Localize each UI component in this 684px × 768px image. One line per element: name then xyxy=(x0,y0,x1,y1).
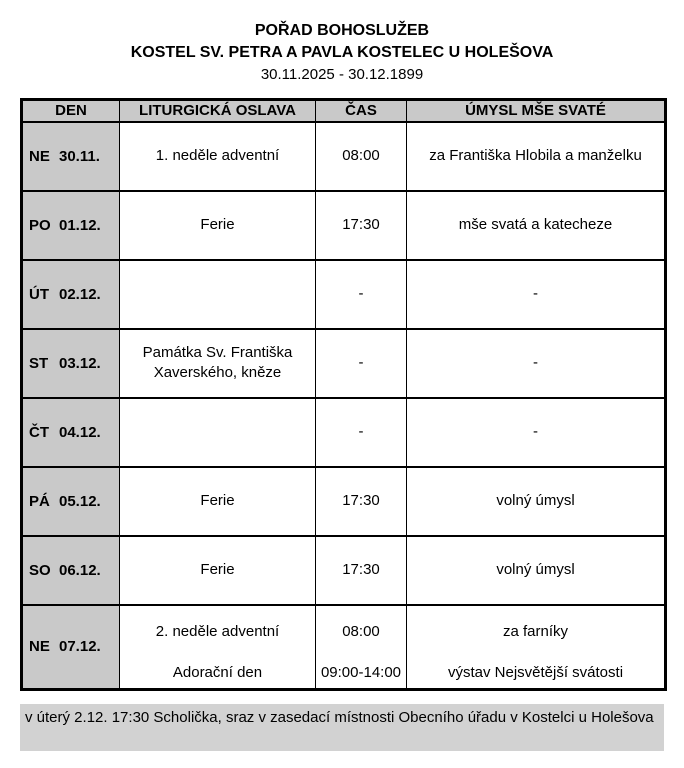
cell-time xyxy=(316,122,407,191)
cell-celebration xyxy=(120,536,316,605)
table-row xyxy=(22,467,666,536)
day-abbr: ÚT xyxy=(29,285,49,303)
table-row xyxy=(22,191,666,260)
day-cell xyxy=(22,329,120,398)
table-row xyxy=(22,398,666,467)
day-abbr: PO xyxy=(29,216,51,234)
day-cell xyxy=(22,398,120,467)
intention-text: - xyxy=(533,285,538,302)
celebration-text: Ferie xyxy=(200,492,235,509)
intention-text: mše svatá a katecheze xyxy=(458,216,613,233)
time-text: 17:30 xyxy=(342,492,380,509)
column-header-day: DEN xyxy=(22,100,120,122)
table-row xyxy=(22,329,666,398)
day-date: 04.12. xyxy=(59,423,101,441)
column-header-celebration: LITURGICKÁ OSLAVA xyxy=(120,100,316,122)
day-cell xyxy=(22,122,120,191)
day-abbr: NE xyxy=(29,638,50,656)
table-row xyxy=(22,536,666,605)
day-date: 07.12. xyxy=(59,638,101,656)
day-date: 02.12. xyxy=(59,285,101,303)
cell-intention xyxy=(407,329,666,398)
intention-text: za Františka Hlobila a manželku xyxy=(429,147,642,164)
day-date: 03.12. xyxy=(59,354,101,372)
intention-text: výstav Nejsvětější svátosti xyxy=(447,663,624,681)
cell-time xyxy=(316,536,407,605)
cell-celebration xyxy=(120,329,316,398)
schedule-body xyxy=(22,122,666,690)
day-abbr: ČT xyxy=(29,423,49,441)
time-text: - xyxy=(358,285,364,302)
cell-time xyxy=(316,467,407,536)
cell-time xyxy=(316,398,407,467)
time-text: - xyxy=(358,354,364,371)
celebration-text: 1. neděle adventní xyxy=(155,147,280,164)
cell-celebration xyxy=(120,122,316,191)
day-date: 01.12. xyxy=(59,216,101,234)
intention-text: - xyxy=(533,354,538,371)
day-cell xyxy=(22,191,120,260)
celebration-text: Ferie xyxy=(200,216,235,233)
day-cell xyxy=(22,467,120,536)
celebration-text: 2. neděle adventní xyxy=(155,623,280,640)
celebration-text: Ferie xyxy=(200,561,235,578)
day-date: 30.11. xyxy=(59,147,100,165)
day-date: 06.12. xyxy=(59,561,101,579)
cell-time xyxy=(316,191,407,260)
cell-celebration xyxy=(120,260,316,329)
footer-note: v úterý 2.12. 17:30 Scholička, sraz v zasedací místnosti Obecního úřadu v Kostelci u Holešova xyxy=(20,704,664,751)
cell-time xyxy=(316,329,407,398)
cell-celebration xyxy=(120,467,316,536)
day-cell xyxy=(22,536,120,605)
intention-text: volný úmysl xyxy=(496,492,575,509)
time-text: 17:30 xyxy=(342,216,380,233)
cell-celebration xyxy=(120,191,316,260)
cell-celebration xyxy=(120,605,316,690)
day-abbr: ST xyxy=(29,354,49,372)
cell-intention xyxy=(407,536,666,605)
table-row xyxy=(22,260,666,329)
cell-intention xyxy=(407,191,666,260)
cell-intention xyxy=(407,122,666,191)
cell-intention xyxy=(407,605,666,690)
day-abbr: PÁ xyxy=(29,492,50,510)
day-cell xyxy=(22,260,120,329)
column-header-time: ČAS xyxy=(316,100,407,122)
intention-text: - xyxy=(533,423,538,440)
cell-celebration xyxy=(120,398,316,467)
time-text: - xyxy=(358,423,364,440)
day-abbr: SO xyxy=(29,561,51,579)
time-text: 08:00 xyxy=(342,147,380,164)
intention-text: za farníky xyxy=(502,623,569,640)
day-abbr: NE xyxy=(29,147,50,165)
column-header-intention: ÚMYSL MŠE SVATÉ xyxy=(407,100,666,122)
celebration-text: Památka Sv. Františka Xaverského, kněze xyxy=(142,344,293,381)
celebration-text: Adorační den xyxy=(172,663,263,681)
cell-intention xyxy=(407,260,666,329)
day-date: 05.12. xyxy=(59,492,101,510)
day-cell xyxy=(22,605,120,690)
time-text: 09:00-14:00 xyxy=(320,663,402,681)
table-row xyxy=(22,605,666,690)
page-title: POŘAD BOHOSLUŽEB xyxy=(254,22,430,39)
time-text: 08:00 xyxy=(342,623,380,640)
table-row xyxy=(22,122,666,191)
table-header-row xyxy=(22,100,666,122)
cell-intention xyxy=(407,467,666,536)
schedule-table xyxy=(20,98,667,691)
time-text: 17:30 xyxy=(342,561,380,578)
cell-intention xyxy=(407,398,666,467)
date-range: 30.11.2025 - 30.12.1899 xyxy=(260,66,424,83)
cell-time xyxy=(316,605,407,690)
cell-time xyxy=(316,260,407,329)
church-name: KOSTEL SV. PETRA A PAVLA KOSTELEC U HOLEŠOVA xyxy=(130,44,554,61)
title-block xyxy=(0,20,684,85)
intention-text: volný úmysl xyxy=(496,561,575,578)
